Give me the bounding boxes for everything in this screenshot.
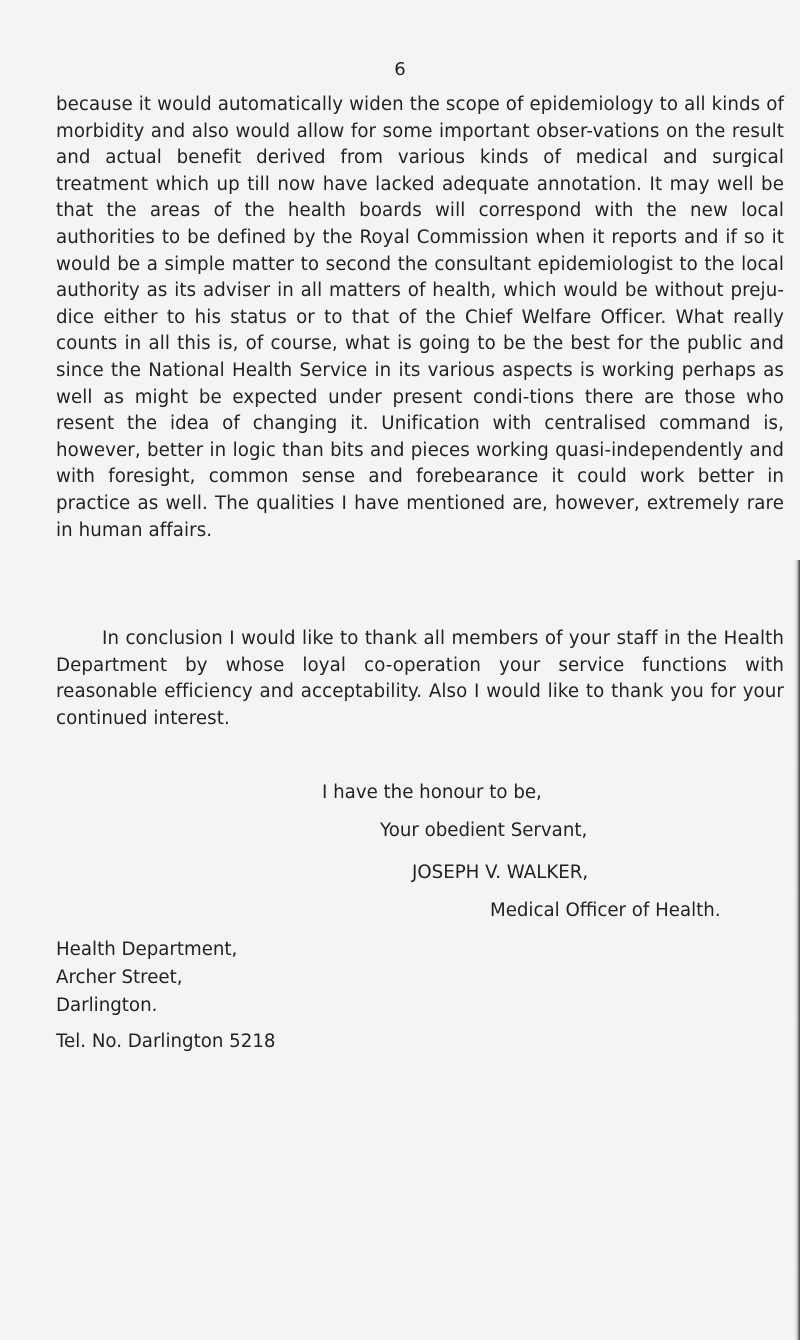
address-town: Darlington.: [56, 995, 158, 1016]
address-telephone: Tel. No. Darlington 5218: [56, 1031, 276, 1052]
address-street: Archer Street,: [56, 967, 183, 988]
closing-honour: I have the honour to be,: [322, 782, 542, 803]
address-department: Health Department,: [56, 939, 238, 960]
page-edge-shadow: [794, 560, 800, 1340]
closing-servant: Your obedient Servant,: [380, 820, 588, 841]
signatory-name: JOSEPH V. WALKER,: [412, 862, 589, 883]
conclusion-paragraph: In conclusion I would like to thank all members of your staff in the Health Department by whose loyal co-operation your service functions with reasonable efficiency and acceptability. Also I would like to thank you for your continued interest.: [56, 628, 784, 729]
page-number: 6: [394, 59, 406, 80]
body-paragraph: because it would automatically widen the scope of epidemiology to all kinds of morbidity and also would allow for some important obser-vations on the result and actual benefit derived from various kinds of medical and surgical treatment which up till now have lacked adequate annotation. It may well be that the areas of the health boards will correspond with the new local authorities to be defined by the Royal Commission when it reports and if so it would be a simple matter to second the consultant epidemiologist to the local authority as its adviser in all matters of health, which would be without preju-dice either to his status or to that of the Chief Welfare Officer. What really counts in all this is, of course, what is going to be the best for the public and since the National Health Service in its various aspects is working perhaps as well as might be expected under present condi-tions there are those who resent the idea of changing it. Unification with centralised command is, however, better in logic than bits and pieces working quasi-independently and with foresight, common sense and forebearance it could work better in practice as well. The qualities I have mentioned are, however, extremely rare in human affairs.: [56, 94, 784, 541]
signatory-title: Medical Officer of Health.: [490, 900, 721, 921]
